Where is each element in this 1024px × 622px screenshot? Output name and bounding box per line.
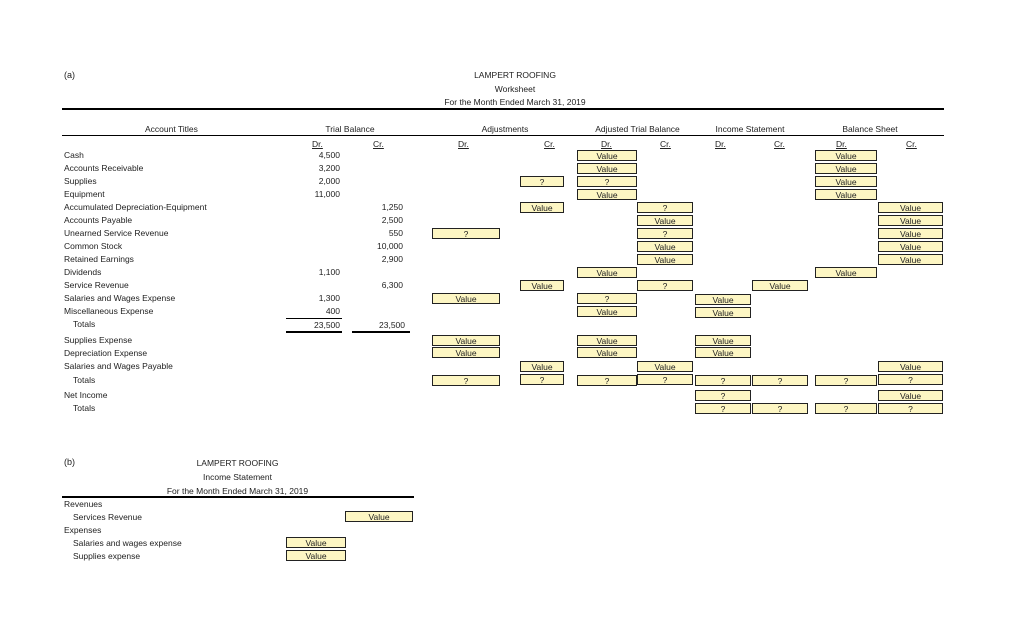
tb-cr-amount: 550 — [388, 228, 403, 238]
is-cr-grand-total-cell[interactable]: ? — [752, 403, 808, 414]
atb-cr-cell[interactable]: Value — [637, 241, 693, 252]
tb-cr-header: Cr. — [373, 139, 384, 149]
is-dr-cell[interactable]: Value — [695, 294, 751, 305]
bs-dr-cell[interactable]: Value — [815, 267, 877, 278]
tb-dr-amount: 1,100 — [318, 267, 340, 277]
account-title: Accumulated Depreciation-Equipment — [64, 202, 207, 212]
worksheet-company: LAMPERT ROOFING — [474, 70, 556, 80]
col-trial-balance: Trial Balance — [325, 124, 375, 134]
is-dr-header: Dr. — [715, 139, 726, 149]
is-cr-header: Cr. — [774, 139, 785, 149]
atb-cr-cell[interactable]: ? — [637, 228, 693, 239]
col-income-statement: Income Statement — [715, 124, 785, 134]
account-title-totals: Totals — [73, 403, 96, 413]
header-rule — [62, 108, 944, 110]
tb-dr-double-rule — [286, 331, 342, 333]
atb-dr-cell[interactable]: ? — [577, 176, 637, 187]
bs-dr-cell[interactable]: Value — [815, 150, 877, 161]
is-period: For the Month Ended March 31, 2019 — [166, 486, 309, 496]
tb-dr-amount: 3,200 — [318, 163, 340, 173]
bs-dr-header: Dr. — [836, 139, 847, 149]
atb-cr-header: Cr. — [660, 139, 671, 149]
adj-cr-cell[interactable]: Value — [520, 202, 564, 213]
atb-dr-cell[interactable]: Value — [577, 163, 637, 174]
tb-dr-amount: 2,000 — [318, 176, 340, 186]
tb-cr-amount: 1,250 — [381, 202, 403, 212]
atb-dr-cell[interactable]: Value — [577, 150, 637, 161]
adj-cr-cell[interactable]: Value — [520, 280, 564, 291]
col-adjustments: Adjustments — [481, 124, 529, 134]
atb-dr-cell[interactable]: Value — [577, 267, 637, 278]
account-title: Depreciation Expense — [64, 348, 148, 358]
account-title: Accounts Payable — [64, 215, 133, 225]
is-dr-grand-total-cell[interactable]: ? — [695, 403, 751, 414]
adj-cr-header: Cr. — [544, 139, 555, 149]
account-title: Dividends — [64, 267, 102, 277]
atb-dr-cell[interactable]: Value — [577, 335, 637, 346]
account-title-totals: Totals — [73, 319, 96, 329]
bs-cr-cell[interactable]: Value — [878, 202, 943, 213]
tb-cr-total: 23,500 — [379, 320, 405, 330]
atb-cr-cell[interactable]: Value — [637, 361, 693, 372]
is-salaries-expense-label: Salaries and wages expense — [73, 538, 182, 548]
is-services-revenue-value[interactable]: Value — [345, 511, 413, 522]
adj-dr-cell[interactable]: Value — [432, 347, 500, 358]
is-services-revenue-label: Services Revenue — [73, 512, 142, 522]
tb-dr-header: Dr. — [312, 139, 323, 149]
bs-cr-cell[interactable]: Value — [878, 254, 943, 265]
bs-cr-cell[interactable]: Value — [878, 241, 943, 252]
is-dr-cell[interactable]: Value — [695, 335, 751, 346]
column-header-rule — [62, 135, 944, 136]
account-title: Salaries and Wages Payable — [64, 361, 173, 371]
is-cr-cell[interactable]: Value — [752, 280, 808, 291]
col-account-titles: Account Titles — [145, 124, 198, 134]
bs-dr-grand-total-cell[interactable]: ? — [815, 403, 877, 414]
tb-dr-amount: 400 — [325, 306, 340, 316]
account-title: Salaries and Wages Expense — [64, 293, 176, 303]
atb-dr-cell[interactable]: Value — [577, 347, 637, 358]
worksheet-title: Worksheet — [494, 84, 536, 94]
adj-dr-cell[interactable]: Value — [432, 335, 500, 346]
bs-cr-total-cell[interactable]: ? — [878, 374, 943, 385]
account-title: Accounts Receivable — [64, 163, 144, 173]
atb-cr-cell[interactable]: Value — [637, 215, 693, 226]
is-dr-cell[interactable]: Value — [695, 347, 751, 358]
bs-cr-net-income-cell[interactable]: Value — [878, 390, 943, 401]
col-adjusted-trial-balance: Adjusted Trial Balance — [595, 124, 680, 134]
adj-dr-header: Dr. — [458, 139, 469, 149]
tb-dr-total-rule — [286, 318, 342, 319]
bs-cr-cell[interactable]: Value — [878, 361, 943, 372]
atb-cr-cell[interactable]: Value — [637, 254, 693, 265]
account-title: Supplies — [64, 176, 97, 186]
tb-dr-amount: 4,500 — [318, 150, 340, 160]
worksheet-period: For the Month Ended March 31, 2019 — [444, 97, 586, 107]
bs-cr-header: Cr. — [906, 139, 917, 149]
atb-cr-total-cell[interactable]: ? — [637, 374, 693, 385]
tb-cr-amount: 10,000 — [377, 241, 403, 251]
is-dr-cell[interactable]: Value — [695, 307, 751, 318]
account-title: Miscellaneous Expense — [64, 306, 154, 316]
tb-dr-amount: 11,000 — [314, 189, 340, 199]
bs-cr-cell[interactable]: Value — [878, 228, 943, 239]
part-b-label: (b) — [64, 457, 75, 467]
bs-dr-cell[interactable]: Value — [815, 163, 877, 174]
account-title: Unearned Service Revenue — [64, 228, 169, 238]
tb-cr-amount: 2,900 — [381, 254, 403, 264]
atb-dr-cell[interactable]: Value — [577, 306, 637, 317]
is-salaries-expense-value[interactable]: Value — [286, 537, 346, 548]
is-expenses-heading: Expenses — [64, 525, 102, 535]
adj-cr-cell[interactable]: ? — [520, 176, 564, 187]
bs-cr-cell[interactable]: Value — [878, 215, 943, 226]
atb-dr-cell[interactable]: ? — [577, 293, 637, 304]
bs-cr-grand-total-cell[interactable]: ? — [878, 403, 943, 414]
bs-dr-cell[interactable]: Value — [815, 176, 877, 187]
adj-dr-total-cell[interactable]: ? — [432, 375, 500, 386]
is-header-rule — [62, 496, 414, 498]
atb-cr-cell[interactable]: ? — [637, 202, 693, 213]
atb-dr-total-cell[interactable]: ? — [577, 375, 637, 386]
is-dr-net-income-cell[interactable]: ? — [695, 390, 751, 401]
account-title: Common Stock — [64, 241, 123, 251]
account-title: Service Revenue — [64, 280, 129, 290]
tb-dr-amount: 1,300 — [318, 293, 340, 303]
is-revenues-heading: Revenues — [64, 499, 103, 509]
tb-cr-double-rule — [352, 331, 410, 333]
atb-cr-cell[interactable]: ? — [637, 280, 693, 291]
adj-dr-cell[interactable]: Value — [432, 293, 500, 304]
atb-dr-header: Dr. — [601, 139, 612, 149]
adj-dr-cell[interactable]: ? — [432, 228, 500, 239]
account-title: Supplies Expense — [64, 335, 133, 345]
adj-cr-total-cell[interactable]: ? — [520, 374, 564, 385]
account-title-totals: Totals — [73, 375, 96, 385]
is-cr-total-cell[interactable]: ? — [752, 375, 808, 386]
part-a-label: (a) — [64, 70, 75, 80]
account-title-net-income: Net Income — [64, 390, 108, 400]
tb-cr-amount: 6,300 — [381, 280, 403, 290]
atb-dr-cell[interactable]: Value — [577, 189, 637, 200]
bs-dr-cell[interactable]: Value — [815, 189, 877, 200]
is-supplies-expense-label: Supplies expense — [73, 551, 141, 561]
account-title: Retained Earnings — [64, 254, 134, 264]
adj-cr-cell[interactable]: Value — [520, 361, 564, 372]
col-balance-sheet: Balance Sheet — [842, 124, 898, 134]
is-title: Income Statement — [203, 472, 272, 482]
account-title: Cash — [64, 150, 84, 160]
tb-dr-total: 23,500 — [314, 320, 340, 330]
is-supplies-expense-value[interactable]: Value — [286, 550, 346, 561]
tb-cr-amount: 2,500 — [381, 215, 403, 225]
account-title: Equipment — [64, 189, 105, 199]
bs-dr-total-cell[interactable]: ? — [815, 375, 877, 386]
is-dr-total-cell[interactable]: ? — [695, 375, 751, 386]
is-company: LAMPERT ROOFING — [196, 458, 279, 468]
